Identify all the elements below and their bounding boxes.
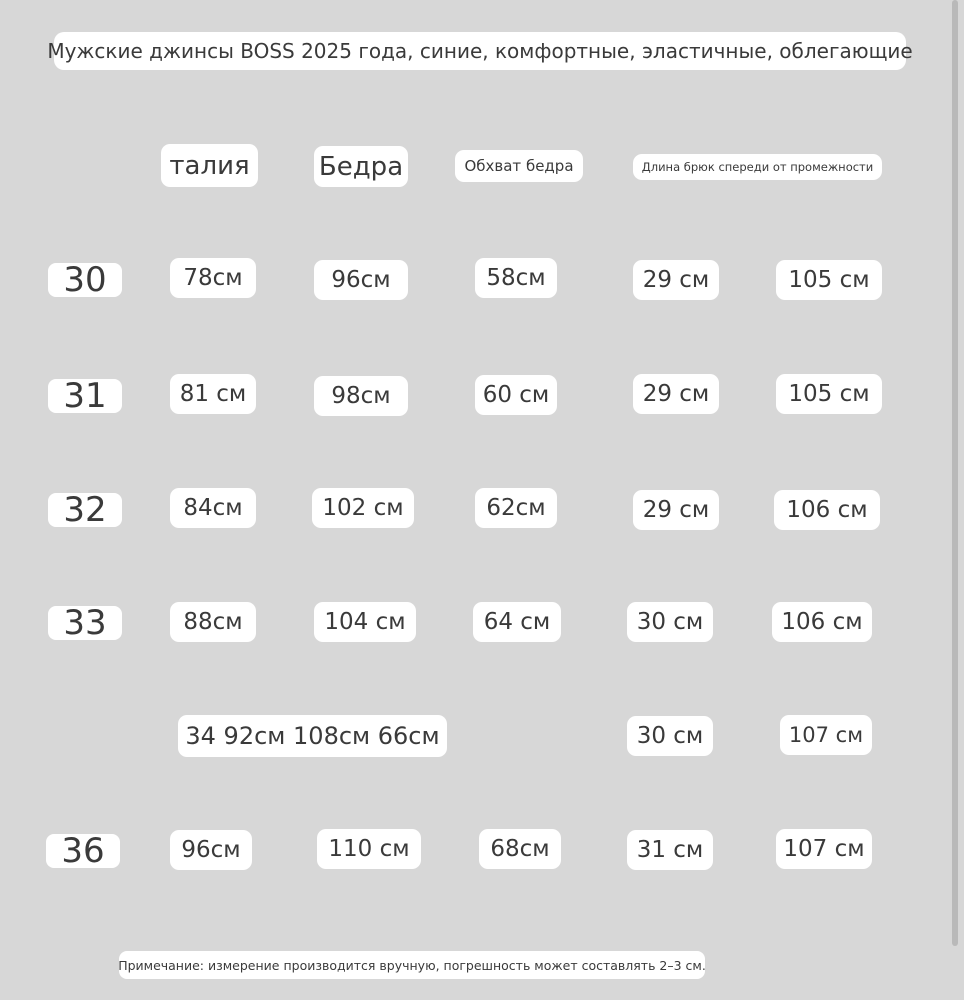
thigh-value: 64 см	[473, 602, 561, 642]
waist-value: 78см	[170, 258, 256, 298]
inseam-value: 30 см	[627, 602, 713, 642]
length-value: 105 см	[776, 374, 882, 414]
inseam-value: 29 см	[633, 374, 719, 414]
hips-value: 110 см	[317, 829, 421, 869]
length-value: 106 см	[772, 602, 872, 642]
inseam-value: 29 см	[633, 260, 719, 300]
scrollbar[interactable]	[952, 0, 958, 946]
row-34-merged-values: 34 92см 108см 66см	[178, 715, 447, 757]
waist-value: 88см	[170, 602, 256, 642]
length-value: 107 см	[776, 829, 872, 869]
page-title: Мужские джинсы BOSS 2025 года, синие, комфортные, эластичные, облегающие	[54, 32, 906, 70]
length-value: 106 см	[774, 490, 880, 530]
size-label-31: 31	[48, 379, 122, 413]
header-waist: талия	[161, 144, 258, 187]
length-value: 107 см	[780, 715, 872, 755]
size-label-33: 33	[48, 606, 122, 640]
hips-value: 98см	[314, 376, 408, 416]
hips-value: 96см	[314, 260, 408, 300]
hips-value: 102 см	[312, 488, 414, 528]
inseam-value: 30 см	[627, 716, 713, 756]
header-thigh: Обхват бедра	[455, 150, 583, 182]
waist-value: 84см	[170, 488, 256, 528]
header-hips: Бедра	[314, 146, 408, 187]
waist-value: 81 см	[170, 374, 256, 414]
size-label-30: 30	[48, 263, 122, 297]
thigh-value: 68см	[479, 829, 561, 869]
waist-value: 96см	[170, 830, 252, 870]
hips-value: 104 см	[314, 602, 416, 642]
inseam-value: 31 см	[627, 830, 713, 870]
inseam-value: 29 см	[633, 490, 719, 530]
length-value: 105 см	[776, 260, 882, 300]
header-inseam: Длина брюк спереди от промежности	[633, 154, 882, 180]
measurement-note: Примечание: измерение производится вручную, погрешность может составлять 2–3 см.	[119, 951, 705, 979]
thigh-value: 58см	[475, 258, 557, 298]
size-label-36: 36	[46, 834, 120, 868]
size-label-32: 32	[48, 493, 122, 527]
thigh-value: 60 см	[475, 375, 557, 415]
thigh-value: 62см	[475, 488, 557, 528]
